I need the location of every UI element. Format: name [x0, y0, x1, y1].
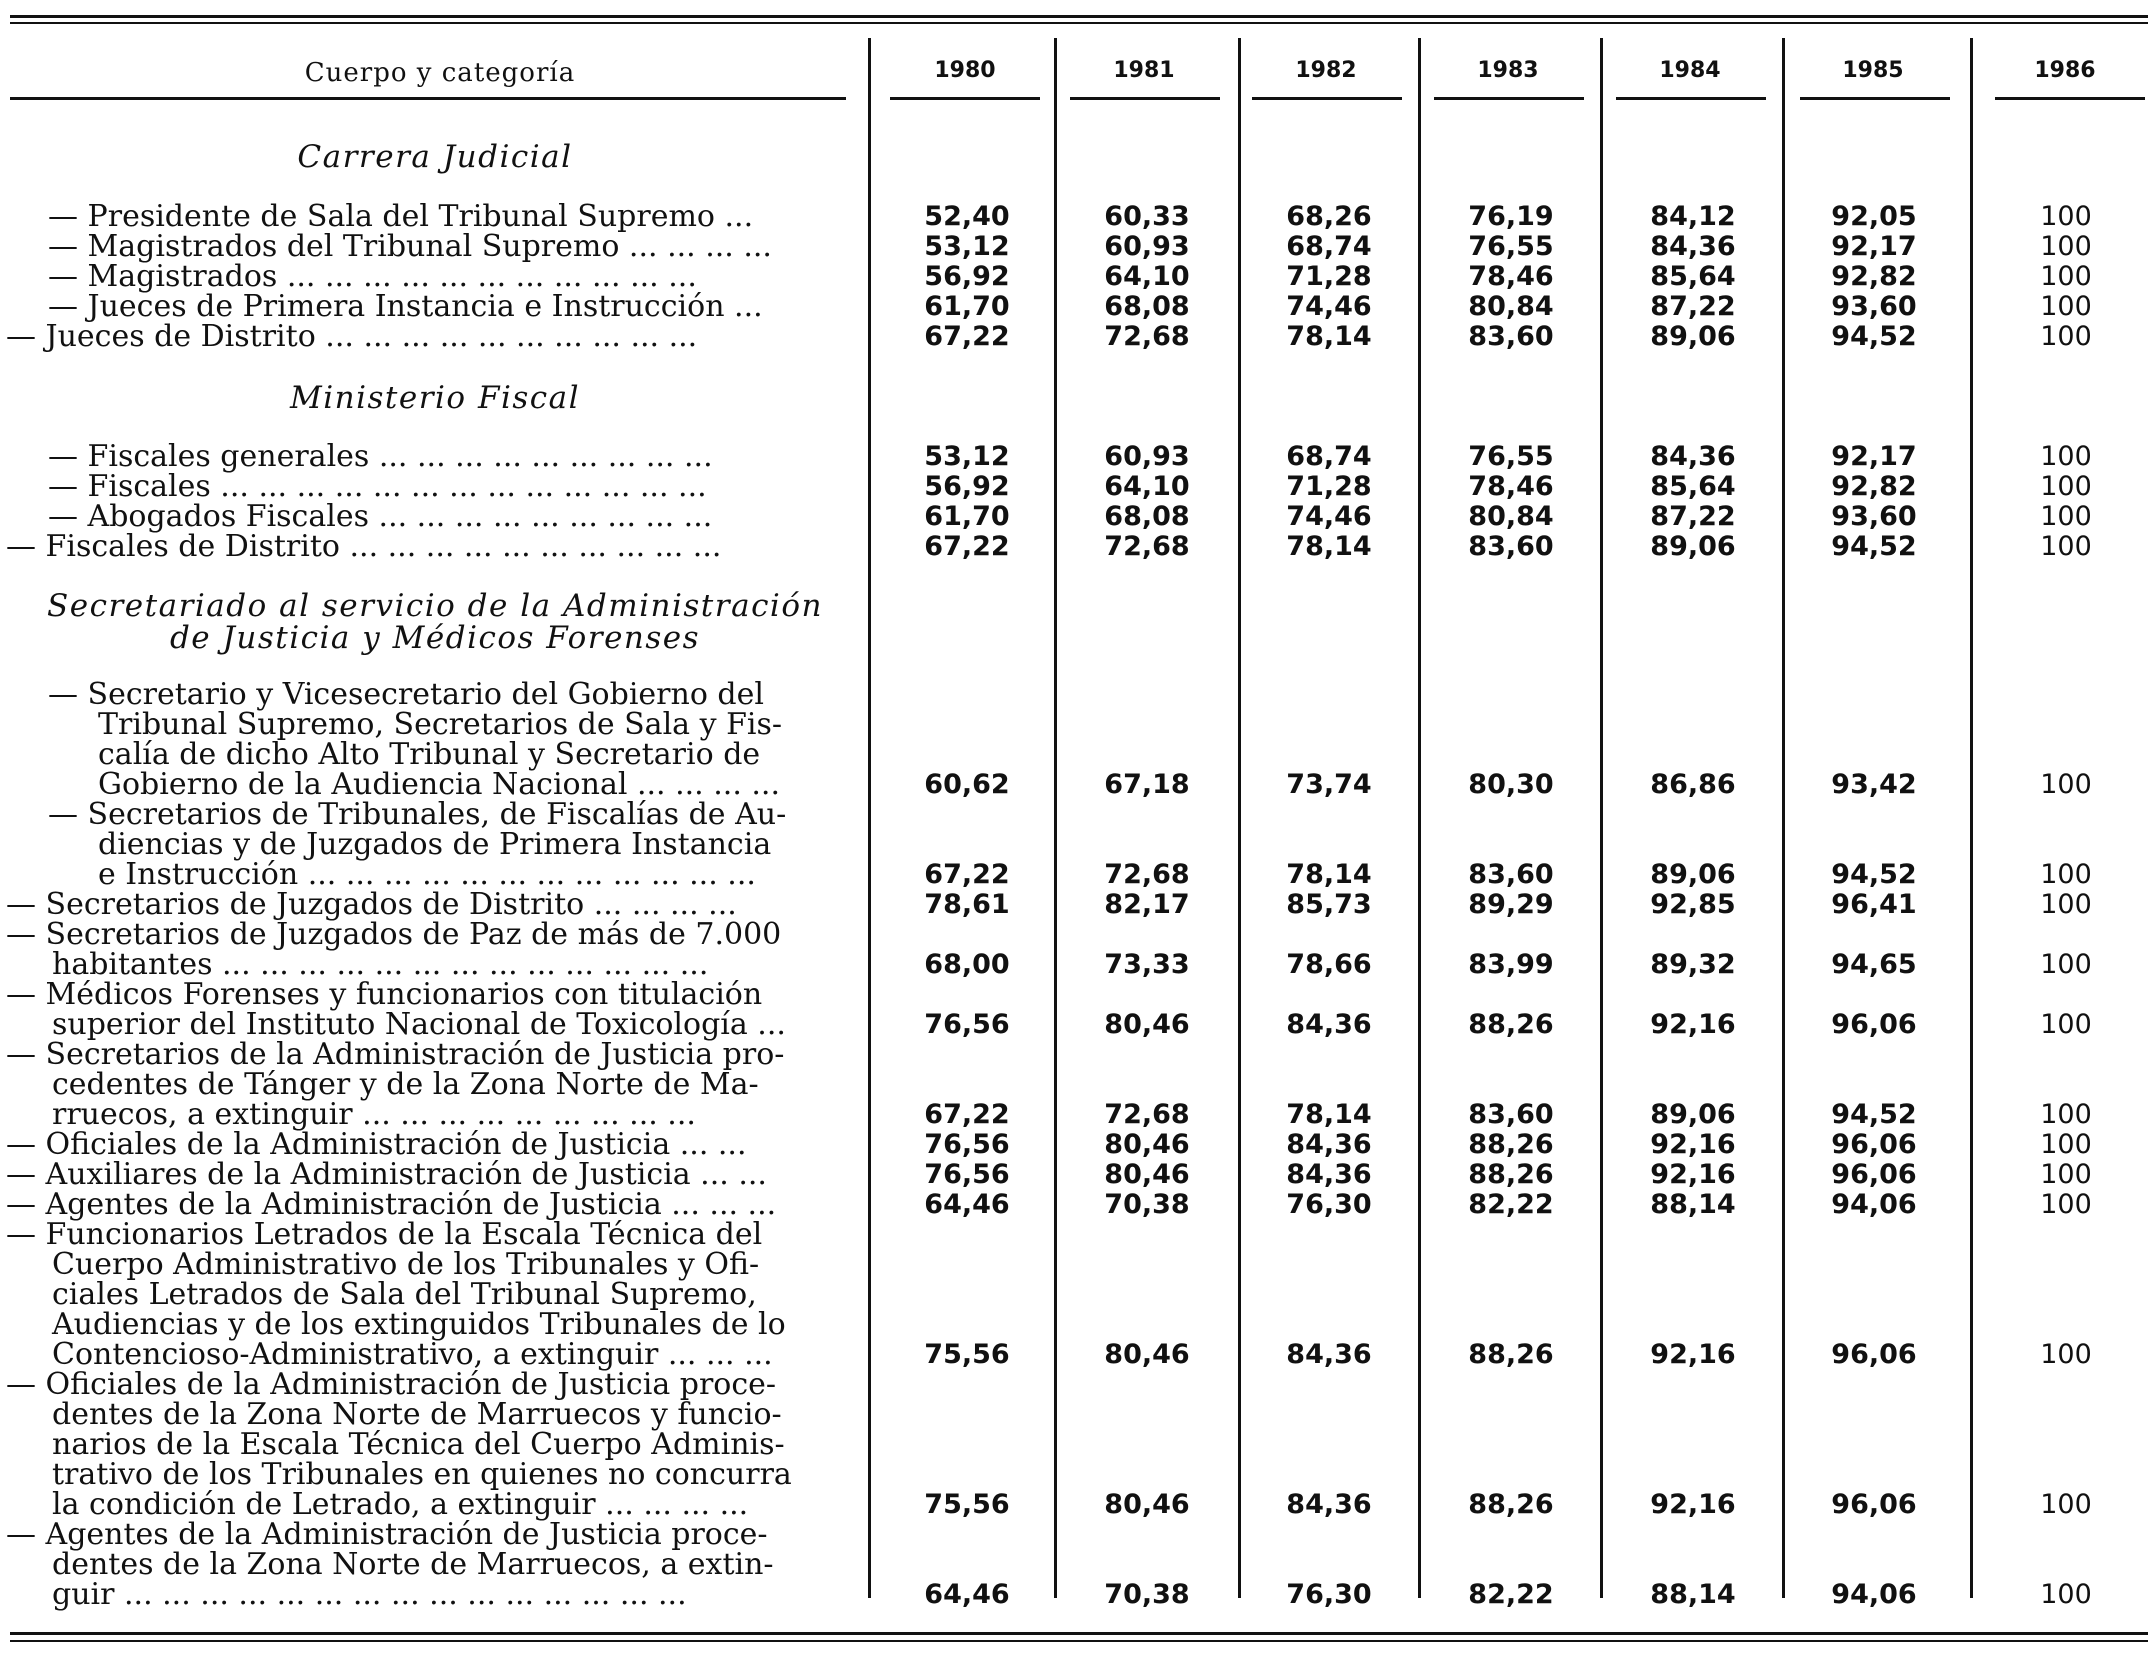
value-cell: 71,28 [1286, 471, 1372, 502]
value-cell: 100 [2040, 1129, 2092, 1160]
row-label [0, 229, 846, 264]
column-divider [1600, 38, 1603, 1598]
row-label-line: — Abogados Fiscales ... ... ... ... ... ... ... ... ... [48, 499, 713, 534]
value-cell: 72,68 [1104, 321, 1190, 352]
column-divider [1418, 38, 1421, 1598]
value-cell: 78,46 [1468, 471, 1554, 502]
value-cell: 78,14 [1286, 321, 1372, 352]
value-cell: 94,06 [1831, 1579, 1917, 1610]
value-cell: 82,22 [1468, 1189, 1554, 1220]
value-cell: 73,74 [1286, 769, 1372, 800]
row-label [0, 319, 846, 354]
year-underline [1252, 97, 1402, 100]
value-cell: 88,26 [1468, 1339, 1554, 1370]
row-label-line: la condición de Letrado, a extinguir ... ... ... ... [52, 1487, 749, 1522]
row-label-line: Tribunal Supremo, Secretarios de Sala y Fis- [98, 707, 783, 742]
year-underline [1616, 97, 1766, 100]
column-divider [1238, 38, 1241, 1598]
section-title: de Justicia y Médicos Forenses [169, 620, 701, 656]
row-label [0, 1037, 846, 1132]
row-label-line: dentes de la Zona Norte de Marruecos y funcio- [52, 1397, 782, 1432]
row-label [0, 917, 846, 982]
row-label-line: Audiencias y de los extinguidos Tribunales de lo [52, 1307, 786, 1342]
value-cell: 83,60 [1468, 1099, 1554, 1130]
year-underline [1434, 97, 1584, 100]
row-label [0, 1187, 846, 1222]
value-cell: 80,84 [1468, 501, 1554, 532]
value-cell: 60,93 [1104, 231, 1190, 262]
year-header: 1986 [2034, 58, 2096, 83]
value-cell: 80,46 [1104, 1009, 1190, 1040]
row-label [0, 1157, 846, 1192]
row-label-line: — Oficiales de la Administración de Justicia ... ... [6, 1127, 747, 1162]
row-label [0, 499, 846, 534]
value-cell: 70,38 [1104, 1579, 1190, 1610]
value-cell: 100 [2040, 501, 2092, 532]
value-cell: 100 [2040, 291, 2092, 322]
value-cell: 60,62 [924, 769, 1010, 800]
value-cell: 85,64 [1650, 261, 1736, 292]
value-cell: 100 [2040, 889, 2092, 920]
value-cell: 76,19 [1468, 201, 1554, 232]
year-header: 1984 [1659, 58, 1721, 83]
value-cell: 64,10 [1104, 471, 1190, 502]
value-cell: 92,17 [1831, 231, 1917, 262]
value-cell: 78,14 [1286, 531, 1372, 562]
value-cell: 92,17 [1831, 441, 1917, 472]
value-cell: 74,46 [1286, 291, 1372, 322]
value-cell: 76,56 [924, 1159, 1010, 1190]
value-cell: 76,55 [1468, 441, 1554, 472]
value-cell: 96,06 [1831, 1489, 1917, 1520]
year-header: 1983 [1477, 58, 1539, 83]
row-label-line: — Presidente de Sala del Tribunal Supremo ... [48, 199, 754, 234]
value-cell: 84,36 [1286, 1339, 1372, 1370]
value-cell: 72,68 [1104, 859, 1190, 890]
row-label-line: — Fiscales de Distrito ... ... ... ... ... ... ... ... ... ... [6, 529, 722, 564]
value-cell: 53,12 [924, 231, 1010, 262]
value-cell: 80,30 [1468, 769, 1554, 800]
header-rule [10, 97, 846, 100]
row-label [0, 439, 846, 474]
value-cell: 100 [2040, 1339, 2092, 1370]
value-cell: 92,82 [1831, 471, 1917, 502]
column-header-label: Cuerpo y categoría [304, 58, 576, 88]
value-cell: 93,42 [1831, 769, 1917, 800]
column-divider [868, 38, 871, 1598]
value-cell: 96,06 [1831, 1009, 1917, 1040]
value-cell: 100 [2040, 859, 2092, 890]
value-cell: 88,14 [1650, 1189, 1736, 1220]
section-title: Secretariado al servicio de la Administración [47, 588, 823, 624]
value-cell: 92,16 [1650, 1159, 1736, 1190]
value-cell: 80,46 [1104, 1159, 1190, 1190]
year-underline [1070, 97, 1220, 100]
value-cell: 96,41 [1831, 889, 1917, 920]
value-cell: 78,14 [1286, 859, 1372, 890]
value-cell: 75,56 [924, 1489, 1010, 1520]
year-header: 1980 [934, 58, 996, 83]
top-rule-2 [10, 22, 2148, 24]
value-cell: 80,46 [1104, 1129, 1190, 1160]
value-cell: 84,36 [1286, 1159, 1372, 1190]
value-cell: 70,38 [1104, 1189, 1190, 1220]
row-label-line: e Instrucción ... ... ... ... ... ... ... ... ... ... ... ... [98, 857, 756, 892]
value-cell: 100 [2040, 231, 2092, 262]
row-label [0, 797, 846, 892]
row-label-line: — Magistrados del Tribunal Supremo ... ... ... ... [48, 229, 772, 264]
value-cell: 88,26 [1468, 1159, 1554, 1190]
value-cell: 67,22 [924, 1099, 1010, 1130]
value-cell: 86,86 [1650, 769, 1736, 800]
value-cell: 78,66 [1286, 949, 1372, 980]
value-cell: 64,10 [1104, 261, 1190, 292]
value-cell: 92,16 [1650, 1009, 1736, 1040]
row-label-line: — Secretarios de Tribunales, de Fiscalías de Au- [48, 797, 787, 832]
row-label-line: — Secretarios de la Administración de Justicia pro- [6, 1037, 785, 1072]
value-cell: 88,26 [1468, 1129, 1554, 1160]
value-cell: 93,60 [1831, 501, 1917, 532]
row-label-line: — Oficiales de la Administración de Justicia proce- [6, 1367, 777, 1402]
row-label-line: superior del Instituto Nacional de Toxicología ... [52, 1007, 786, 1042]
value-cell: 100 [2040, 1159, 2092, 1190]
value-cell: 92,82 [1831, 261, 1917, 292]
value-cell: 100 [2040, 531, 2092, 562]
value-cell: 76,30 [1286, 1189, 1372, 1220]
bottom-rule-2 [10, 1640, 2148, 1642]
value-cell: 92,16 [1650, 1339, 1736, 1370]
row-label-line: — Jueces de Primera Instancia e Instrucción ... [48, 289, 763, 324]
row-label-line: — Agentes de la Administración de Justicia proce- [6, 1517, 768, 1552]
value-cell: 80,46 [1104, 1339, 1190, 1370]
value-cell: 71,28 [1286, 261, 1372, 292]
value-cell: 67,22 [924, 531, 1010, 562]
year-header: 1982 [1295, 58, 1357, 83]
value-cell: 73,33 [1104, 949, 1190, 980]
value-cell: 78,61 [924, 889, 1010, 920]
value-cell: 89,06 [1650, 321, 1736, 352]
column-divider [1782, 38, 1785, 1598]
value-cell: 96,06 [1831, 1339, 1917, 1370]
row-label [0, 1127, 846, 1162]
row-label-line: cedentes de Tánger y de la Zona Norte de Ma- [52, 1067, 759, 1102]
value-cell: 60,33 [1104, 201, 1190, 232]
value-cell: 76,56 [924, 1009, 1010, 1040]
row-label-line: guir ... ... ... ... ... ... ... ... ... ... ... ... ... ... ... [52, 1577, 687, 1612]
value-cell: 83,60 [1468, 531, 1554, 562]
row-label-line: — Secretario y Vicesecretario del Gobierno del [48, 677, 764, 712]
row-label-line: trativo de los Tribunales en quienes no concurra [52, 1457, 792, 1492]
row-label-line: Cuerpo Administrativo de los Tribunales y Ofi- [52, 1247, 760, 1282]
value-cell: 85,64 [1650, 471, 1736, 502]
row-label-line: — Funcionarios Letrados de la Escala Técnica del [6, 1217, 763, 1252]
year-underline [890, 97, 1040, 100]
value-cell: 78,14 [1286, 1099, 1372, 1130]
section-title: Ministerio Fiscal [289, 380, 581, 416]
value-cell: 89,06 [1650, 859, 1736, 890]
value-cell: 72,68 [1104, 1099, 1190, 1130]
column-divider [1054, 38, 1057, 1598]
value-cell: 56,92 [924, 471, 1010, 502]
value-cell: 89,06 [1650, 531, 1736, 562]
row-label-line: — Jueces de Distrito ... ... ... ... ... ... ... ... ... ... [6, 319, 698, 354]
value-cell: 100 [2040, 1579, 2092, 1610]
value-cell: 100 [2040, 769, 2092, 800]
year-underline [1800, 97, 1950, 100]
value-cell: 76,56 [924, 1129, 1010, 1160]
value-cell: 68,26 [1286, 201, 1372, 232]
row-label [0, 1367, 846, 1522]
value-cell: 100 [2040, 321, 2092, 352]
value-cell: 100 [2040, 261, 2092, 292]
value-cell: 92,16 [1650, 1129, 1736, 1160]
value-cell: 68,08 [1104, 501, 1190, 532]
value-cell: 87,22 [1650, 291, 1736, 322]
value-cell: 80,46 [1104, 1489, 1190, 1520]
value-cell: 92,85 [1650, 889, 1736, 920]
year-header: 1981 [1113, 58, 1175, 83]
row-label-line: Contencioso-Administrativo, a extinguir ... ... ... [52, 1337, 773, 1372]
value-cell: 84,36 [1650, 441, 1736, 472]
value-cell: 67,22 [924, 859, 1010, 890]
value-cell: 88,26 [1468, 1489, 1554, 1520]
row-label-line: — Fiscales ... ... ... ... ... ... ... ... ... ... ... ... ... [48, 469, 707, 504]
value-cell: 100 [2040, 1489, 2092, 1520]
value-cell: 100 [2040, 201, 2092, 232]
value-cell: 93,60 [1831, 291, 1917, 322]
value-cell: 76,55 [1468, 231, 1554, 262]
value-cell: 61,70 [924, 501, 1010, 532]
value-cell: 56,92 [924, 261, 1010, 292]
value-cell: 94,06 [1831, 1189, 1917, 1220]
value-cell: 100 [2040, 471, 2092, 502]
row-label-line: — Secretarios de Juzgados de Distrito ... ... ... ... [6, 887, 737, 922]
value-cell: 84,36 [1286, 1129, 1372, 1160]
value-cell: 94,52 [1831, 859, 1917, 890]
row-label-line: — Médicos Forenses y funcionarios con titulación [6, 977, 763, 1012]
value-cell: 82,17 [1104, 889, 1190, 920]
value-cell: 83,60 [1468, 321, 1554, 352]
value-cell: 64,46 [924, 1579, 1010, 1610]
row-label [0, 977, 846, 1042]
row-label-line: habitantes ... ... ... ... ... ... ... ... ... ... ... ... ... [52, 947, 709, 982]
row-label-line: — Fiscales generales ... ... ... ... ... ... ... ... ... [48, 439, 713, 474]
row-label [0, 1517, 846, 1612]
value-cell: 100 [2040, 949, 2092, 980]
value-cell: 92,05 [1831, 201, 1917, 232]
value-cell: 100 [2040, 1099, 2092, 1130]
row-label-line: — Auxiliares de la Administración de Justicia ... ... [6, 1157, 767, 1192]
value-cell: 96,06 [1831, 1159, 1917, 1190]
value-cell: 88,14 [1650, 1579, 1736, 1610]
value-cell: 52,40 [924, 201, 1010, 232]
bottom-rule-1 [10, 1632, 2148, 1635]
row-label-line: — Agentes de la Administración de Justicia ... ... ... [6, 1187, 777, 1222]
row-label-line: Gobierno de la Audiencia Nacional ... ... ... ... [98, 767, 781, 802]
value-cell: 84,36 [1286, 1489, 1372, 1520]
year-underline [1995, 97, 2145, 100]
value-cell: 80,84 [1468, 291, 1554, 322]
row-label-line: diencias y de Juzgados de Primera Instancia [98, 827, 772, 862]
row-label [0, 469, 846, 504]
value-cell: 74,46 [1286, 501, 1372, 532]
value-cell: 72,68 [1104, 531, 1190, 562]
value-cell: 84,36 [1286, 1009, 1372, 1040]
row-label [0, 887, 846, 922]
value-cell: 84,36 [1650, 231, 1736, 262]
value-cell: 94,52 [1831, 531, 1917, 562]
row-label-line: — Secretarios de Juzgados de Paz de más de 7.000 [6, 917, 782, 952]
row-label-line: narios de la Escala Técnica del Cuerpo Adminis- [52, 1427, 785, 1462]
value-cell: 75,56 [924, 1339, 1010, 1370]
value-cell: 68,08 [1104, 291, 1190, 322]
value-cell: 53,12 [924, 441, 1010, 472]
year-header: 1985 [1842, 58, 1904, 83]
value-cell: 100 [2040, 1009, 2092, 1040]
value-cell: 88,26 [1468, 1009, 1554, 1040]
row-label [0, 199, 846, 234]
value-cell: 94,65 [1831, 949, 1917, 980]
row-label [0, 1217, 846, 1372]
value-cell: 60,93 [1104, 441, 1190, 472]
value-cell: 96,06 [1831, 1129, 1917, 1160]
value-cell: 89,32 [1650, 949, 1736, 980]
value-cell: 67,22 [924, 321, 1010, 352]
value-cell: 78,46 [1468, 261, 1554, 292]
column-divider [1970, 38, 1973, 1598]
value-cell: 100 [2040, 441, 2092, 472]
value-cell: 76,30 [1286, 1579, 1372, 1610]
row-label-line: dentes de la Zona Norte de Marruecos, a extin- [52, 1547, 774, 1582]
value-cell: 87,22 [1650, 501, 1736, 532]
value-cell: 82,22 [1468, 1579, 1554, 1610]
row-label [0, 289, 846, 324]
value-cell: 85,73 [1286, 889, 1372, 920]
value-cell: 64,46 [924, 1189, 1010, 1220]
value-cell: 94,52 [1831, 1099, 1917, 1130]
row-label [0, 677, 846, 802]
value-cell: 84,12 [1650, 201, 1736, 232]
row-label-line: ciales Letrados de Sala del Tribunal Supremo, [52, 1277, 757, 1312]
value-cell: 67,18 [1104, 769, 1190, 800]
row-label-line: — Magistrados ... ... ... ... ... ... ... ... ... ... ... [48, 259, 697, 294]
top-rule-1 [10, 15, 2148, 18]
value-cell: 92,16 [1650, 1489, 1736, 1520]
value-cell: 83,99 [1468, 949, 1554, 980]
value-cell: 61,70 [924, 291, 1010, 322]
value-cell: 89,06 [1650, 1099, 1736, 1130]
value-cell: 100 [2040, 1189, 2092, 1220]
row-label [0, 529, 846, 564]
value-cell: 94,52 [1831, 321, 1917, 352]
row-label-line: calía de dicho Alto Tribunal y Secretario de [98, 737, 761, 772]
value-cell: 89,29 [1468, 889, 1554, 920]
value-cell: 68,74 [1286, 231, 1372, 262]
value-cell: 68,74 [1286, 441, 1372, 472]
row-label [0, 259, 846, 294]
section-title: Carrera Judicial [297, 139, 573, 175]
value-cell: 83,60 [1468, 859, 1554, 890]
row-label-line: rruecos, a extinguir ... ... ... ... ... ... ... ... ... [52, 1097, 696, 1132]
value-cell: 68,00 [924, 949, 1010, 980]
